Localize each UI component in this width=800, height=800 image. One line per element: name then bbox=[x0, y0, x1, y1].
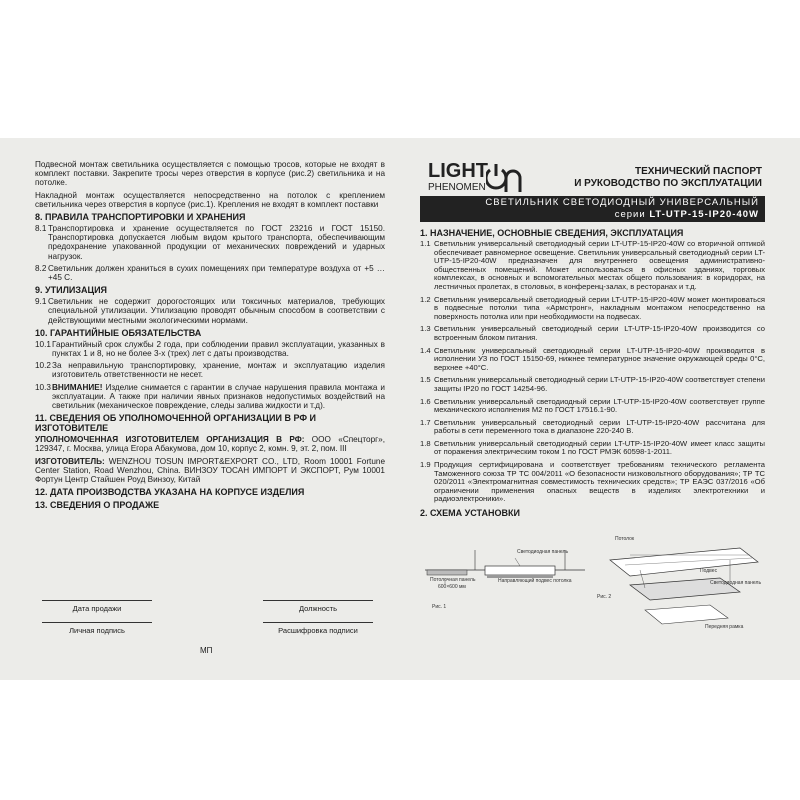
fig2-ceiling-label: Потолок bbox=[615, 536, 635, 542]
section-13-title: 13. СВЕДЕНИЯ О ПРОДАЖЕ bbox=[35, 500, 160, 511]
left-column bbox=[35, 160, 385, 512]
section-9-title: 9. УТИЛИЗАЦИЯ bbox=[35, 285, 108, 296]
personal-signature-field: Личная подпись bbox=[42, 622, 152, 635]
fig1-guide-label: Направляющий подвес потолка bbox=[498, 578, 572, 584]
item-8-1: 8.1 Транспортировка и хранение осуществляется по ГОСТ 23216 и ГОСТ 15150. Транспортировка допускается любым видом крытого транспорта, обеспечивающим предохранение упакованной продукции от механических повреждений и ударных нагрузок. bbox=[35, 224, 385, 261]
section-10-title: 10. ГАРАНТИЙНЫЕ ОБЯЗАТЕЛЬСТВА bbox=[35, 327, 202, 338]
item-1-4: 1.4 Светильник универсальный светодиодный серии LT-UTP-15-IP20-40W производится в исполнении УЗ по ГОСТ 15150-69, нижнее температурное значение окружающей среды 0°С, верхнее +40°С. bbox=[420, 345, 765, 372]
sale-date-field: Дата продажи bbox=[42, 600, 152, 613]
section-12-title: 12. ДАТА ПРОИЗВОДСТВА УКАЗАНА НА КОРПУСЕ ИЗДЕЛИЯ bbox=[35, 487, 305, 498]
fig2-frame-label: Передняя рамка bbox=[705, 624, 744, 630]
item-1-7: 1.7 Светильник универсальный светодиодный серии LT-UTP-15-IP20-40W рассчитана для работы в сети переменного тока в диапазоне 220-240 В. bbox=[420, 417, 765, 436]
item-10-2: 10.2 За неправильную транспортировку, хранение, монтаж и эксплуатацию изделия изготовитель ответственности не несет. bbox=[35, 361, 385, 380]
right-column bbox=[420, 225, 765, 520]
representative-info: УПОЛНОМОЧЕННАЯ ИЗГОТОВИТЕЛЕМ ОРГАНИЗАЦИЯ В РФ: ООО «Спецторг», 129347, г. Москва, улица Егора Абакумова, дом 10, корпус 2, комн. 9, эт. 2, пом. III bbox=[35, 435, 385, 454]
manufacturer-info: ИЗГОТОВИТЕЛЬ: WENZHOU TOSUN IMPORT&EXPORT CO., LTD, Room 10001 Fortune Center Station, Road Wenzhou, China. ВИНЗОУ ТОСАН ИМПОРТ И ЭКСПОРТ, Рум 10001 Фортун Центр Стайшен Роуд Винзоу, Китай bbox=[35, 456, 385, 485]
product-banner: СВЕТИЛЬНИК СВЕТОДИОДНЫЙ УНИВЕРСАЛЬНЫЙ серии LT-UTP-15-IP20-40W bbox=[420, 196, 765, 222]
intro-surface: Накладной монтаж осуществляется непосредственно на потолок с креплением светильника через отверстия в корпусе (рис.1). Крепления не входят в комплект поставки bbox=[35, 190, 385, 209]
item-1-2: 1.2 Светильник универсальный светодиодный серии LT-UTP-15-IP20-40W может монтироваться в подвесные потолки типа «Армстронг», накладным монтажом непосредственно на поверхность потолка или при необходимости на подвесах. bbox=[420, 294, 765, 321]
item-8-2: 8.2 Светильник должен храниться в сухих помещениях при температуре воздуха от +5 … +45 С. bbox=[35, 263, 385, 283]
item-1-6: 1.6 Светильник универсальный светодиодный серии LT-UTP-15-IP20-40W соответствует группе механического исполнения М2 по ГОСТ 17516.1-90. bbox=[420, 396, 765, 415]
section-1-items bbox=[420, 240, 765, 504]
fig1-caption: Рис. 1 bbox=[432, 604, 447, 610]
fig1-size-label: 600×600 мм bbox=[438, 584, 466, 590]
fig2-led-panel-label: Светодиодная панель bbox=[710, 580, 762, 586]
item-10-1: 10.1 Гарантийный срок службы 2 года, при соблюдении правил эксплуатации, указанных в пунктах 1 и 8, но не более 3-х (трех) лет с даты производства. bbox=[35, 339, 385, 359]
item-1-5: 1.5 Светильник универсальный светодиодный серии LT-UTP-15-IP20-40W соответствует степени защиты IP20 по ГОСТ 14254-96. bbox=[420, 375, 765, 393]
position-field: Должность bbox=[263, 600, 373, 613]
item-1-9: 1.9 Продукция сертифицирована и соответствует требованиям технического регламента Таможенного союза ТР ТС 004/2011 «О безопасности низковольтного оборудования»; ТР ТС 020/2011 «Электромагнитная совместимость технических средств»; ТР ЕАЭС 037/2016 «Об ограничении применения опасных веществ в изделиях электротехники и радиоэлектроники». bbox=[420, 460, 765, 504]
section-2-title: 2. СХЕМА УСТАНОВКИ bbox=[420, 508, 520, 519]
stamp-place: МП bbox=[200, 646, 213, 655]
section-11-title: 11. СВЕДЕНИЯ ОБ УПОЛНОМОЧЕННОЙ ОРГАНИЗАЦИИ В РФ И ИЗГОТОВИТЕЛЕ bbox=[35, 413, 316, 434]
fig1-ceiling-panel-label: Потолочная панель bbox=[430, 577, 476, 583]
signature-decoding-field: Расшифровка подписи bbox=[263, 622, 373, 635]
fig2-caption: Рис. 2 bbox=[597, 594, 612, 600]
intro-suspended: Подвесной монтаж светильника осуществляется с помощью тросов, которые не входят в комплект поставки. Закрепите тросы через отверстия в корпусе (рис.2) светильника и на потолке. bbox=[35, 160, 385, 188]
fig1-panel-label: Светодиодная панель bbox=[517, 549, 569, 555]
item-1-3: 1.3 Светильник универсальный светодиодный серии LT-UTP-15-IP20-40W производится со встроенным блоком питания. bbox=[420, 324, 765, 342]
item-1-8: 1.8 Светильник универсальный светодиодный серии LT-UTP-15-IP20-40W имеет класс защиты от поражения электрическим током 1 по ГОСТ РМЭК 60598-1-2011. bbox=[420, 438, 765, 457]
fig2-suspension-label: Подвес bbox=[700, 568, 718, 574]
section-1-title: 1. НАЗНАЧЕНИЕ, ОСНОВНЫЕ СВЕДЕНИЯ, ЭКСПЛУАТАЦИЯ bbox=[420, 228, 684, 238]
item-9-1: 9.1 Светильник не содержит дорогостоящих или токсичных материалов, требующих специальной утилизации. Утилизацию проводят обычным способом в соответствии с действующими местными экологическими нормами. bbox=[35, 297, 385, 325]
document-title: ТЕХНИЧЕСКИЙ ПАСПОРТ И РУКОВОДСТВО ПО ЭКСПЛУАТАЦИИ bbox=[574, 166, 762, 189]
section-8-title: 8. ПРАВИЛА ТРАНСПОРТИРОВКИ И ХРАНЕНИЯ bbox=[35, 212, 246, 223]
item-1-1: 1.1 Светильник универсальный светодиодный серии LT-UTP-15-IP20-40W со вторичной оптикой обеспечивает равномерное освещение. Светильник универсальный светодиодный серии LT-UTP-15-IP20-40W предназначен для внутреннего освещения административно-общественных помещений. Может использоваться в офисных зданиях, торговых комплексах, в основных и вспомогательных местах общего пользования: в коридорах, на лестничных пролетах, в столовых, в конференц-залах, в ресторанах и т.д. bbox=[420, 239, 765, 291]
item-10-3: 10.3 ВНИМАНИЕ! Изделие снимается с гарантии в случае нарушения правила монтажа и эксплуатации. А также при наличии явных признаков недопустимых воздействий на светильник (механическое повреждение, следы залива жидкости и т.д). bbox=[35, 382, 385, 411]
light-phenomen-logo: LIGHT PHENOMEN bbox=[428, 160, 518, 200]
